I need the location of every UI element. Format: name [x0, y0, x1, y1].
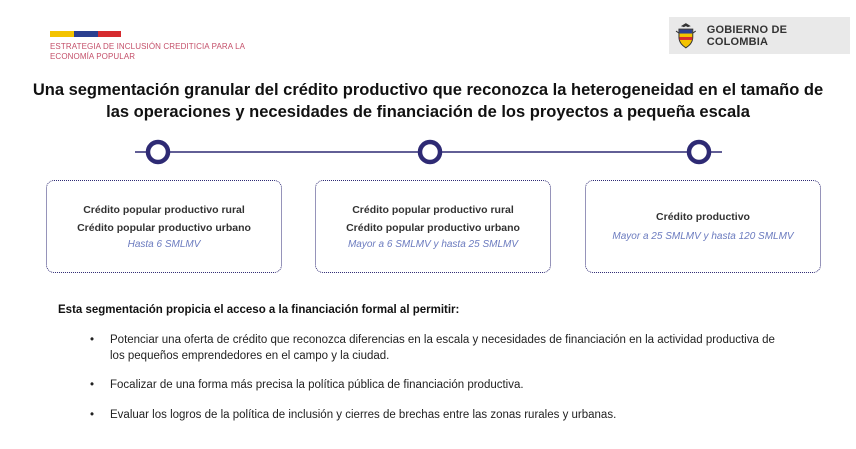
- segment-range: Hasta 6 SMLMV: [127, 239, 201, 250]
- government-logo-badge: [669, 17, 850, 54]
- bullet-dot: •: [90, 379, 95, 391]
- colombia-flag-stripe: [50, 31, 121, 37]
- segment-range: Mayor a 25 SMLMV y hasta 120 SMLMV: [612, 231, 794, 242]
- bullet-item: [90, 408, 790, 424]
- intro-text: Esta segmentación propicia el acceso a la financiación formal al permitir:: [58, 304, 460, 316]
- timeline-node-3: [689, 142, 709, 162]
- segment-range: Mayor a 6 SMLMV y hasta 25 SMLMV: [347, 239, 519, 250]
- bullet-list: [90, 333, 790, 437]
- segment-line: Crédito popular productivo rural: [352, 204, 514, 216]
- flag-yellow-stripe: [50, 31, 74, 37]
- bullet-dot: •: [90, 334, 95, 346]
- segment-card-2: [315, 180, 551, 273]
- segment-card-3: [585, 180, 821, 273]
- bullet-item: [90, 333, 790, 364]
- segment-line: Crédito popular productivo urbano: [346, 222, 520, 234]
- bullet-text: Focalizar de una forma más precisa la política pública de financiación productiva.: [110, 379, 524, 391]
- bullet-text: Potenciar una oferta de crédito que reconozca diferencias en la escala y necesidades de financiación en la actividad productiva de los pequeños emprendedores en el campo y la ciudad.: [110, 334, 775, 362]
- strategy-label: ESTRATEGIA DE INCLUSIÓN CREDITICIA PARA LA ECONOMÍA POPULAR: [50, 42, 245, 61]
- segment-line: Crédito popular productivo rural: [83, 204, 245, 216]
- timeline-node-1: [148, 142, 168, 162]
- segment-card-1: [46, 180, 282, 273]
- coat-of-arms-icon: [675, 23, 697, 49]
- flag-red-stripe: [98, 31, 121, 37]
- government-label: GOBIERNO DE COLOMBIA: [706, 23, 788, 48]
- timeline: [0, 135, 856, 169]
- bullet-text: Evaluar los logros de la política de inclusión y cierres de brechas entre las zonas rurales y urbanas.: [110, 408, 617, 421]
- segment-line: Crédito popular productivo urbano: [77, 222, 251, 234]
- segment-line: Crédito productivo: [656, 211, 750, 223]
- timeline-node-2: [420, 142, 440, 162]
- bullet-item: [90, 378, 790, 394]
- slide-title: Una segmentación granular del crédito productivo que reconozca la heterogeneidad en el tamaño de las operaciones y necesidades de financiación de los proyectos a pequeña escala: [32, 81, 824, 121]
- flag-blue-stripe: [74, 31, 98, 37]
- bullet-dot: •: [90, 408, 95, 421]
